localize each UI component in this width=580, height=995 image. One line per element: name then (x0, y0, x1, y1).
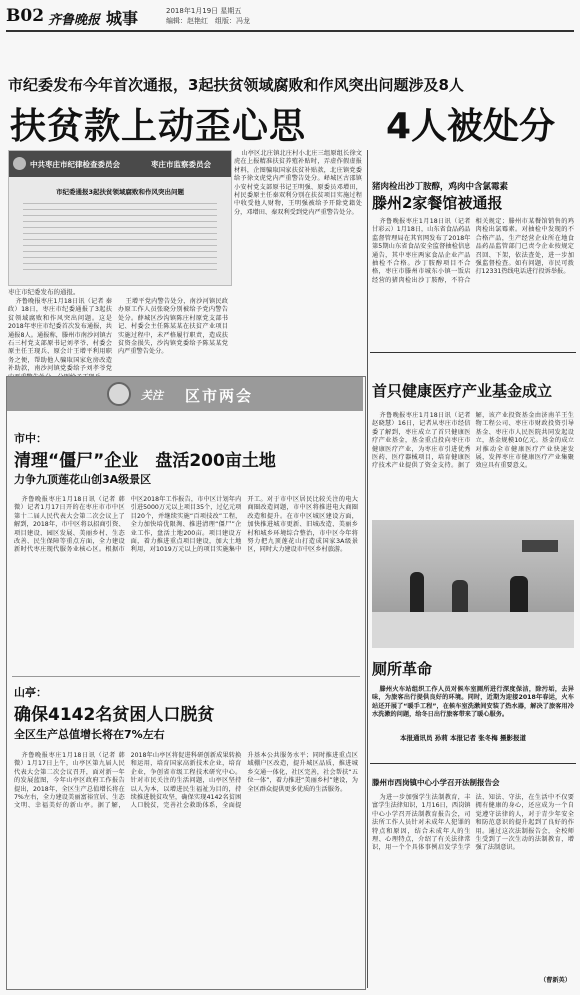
photo-counter (372, 612, 574, 648)
photo-doc-title: 市纪委通报3起扶贫领域腐败和作风突出问题 (55, 188, 185, 196)
right-top-kicker: 猪肉检出沙丁胺醇，鸡肉中含氯霉素 (372, 182, 509, 192)
photo-person-1 (410, 572, 424, 612)
lead-kicker: 市纪委发布今年首次通报，3起扶贫领域腐败和作风突出问题涉及8人 (8, 76, 464, 94)
lead-body-col3: 山亭区北庄镇北庄村小北庄三组原组长徐文虎在上报精准扶贫养殖补贴时，弄虚作假虚报材料，企图骗取国家扶贫补贴款，北庄镇党委给予徐文虎党内严重警告处分。峄城区古邵镇小安村党支部原书记王明强、原委员邓增田，村民委原主任秦双利分别在扶贫项目实施过程中收受他人财物，王明强被给予开除党籍处分，邓增田、秦双利受到党内严重警告处分。 (234, 150, 362, 216)
lead-photo-caption: 枣庄市纪委发布的通报。 (8, 288, 80, 296)
restroom-credit: 本报通讯员 孙莉 本报记者 张冬梅 摄影报道 (400, 734, 527, 742)
right-last-headline: 滕州市西岗镇中心小学召开法制报告会 (372, 778, 500, 787)
page-number: B02 (6, 6, 45, 26)
column-divider (367, 150, 368, 988)
shanting-body: 齐鲁晚报枣庄1月18日讯（记者 韩微）1月17日上午，山亭区第九届人民代表大会第二次会议召开，面对新一年的发展蓝图，今年山亭区政府工作报告提出，2018年，全区生产总值增长将在7%左右，全力建设美丽富裕宜居、生态文明、幸福美好的新山亭。据了解，2018年山亭区将促进科研创新成果转换和运用，培育国家高新技术企业，培育企业，争创省市级工程技术研究中心。针对市民关注的生活问题，山亭区坚持以人为本，以增进民生福祉为目的，持续推进脱贫攻坚，确保实现4142名贫困人口脱贫，完善社会救助体系，全面提升基本公共服务水平；同时推进重点区域棚户区改造，提升城区品质，推进城乡交通一体化，社区完善，社会帮扶“五位一体”，着力推进“美丽乡村”建设，为全区群众提供更多优质的生活服务。 (14, 752, 358, 810)
lead-photo (8, 150, 232, 286)
lead-body-col2: 王增平党内警告处分，南沙河镇民政办原工作人员张晓分别被给予党内警告处分。薛城区沙沟镇陈庄村原党支部书记、村委会主任陈某某在扶贫产业项目实施过程中，未严格履行职责，造成扶贫资金损失，沙沟镇党委给予陈某某党内严重警告处分。 (118, 298, 228, 356)
city-headline: 清理“僵尸”企业 盘活200亩土地 (14, 451, 276, 471)
right-mid-headline: 首只健康医疗产业基金成立 (372, 382, 553, 400)
restroom-photo (372, 520, 574, 648)
shanting-label: 山亭： (14, 686, 47, 699)
two-sessions-banner (7, 377, 363, 411)
rule-right-last (370, 763, 576, 764)
rule-two-sessions (12, 676, 360, 677)
photo-person-3 (510, 576, 528, 616)
banner-kicker: 关注 (141, 389, 163, 402)
lead-headline-right: 4人被处分 (386, 106, 556, 147)
photo-banner-right: 枣庄市监察委员会 (151, 160, 211, 169)
issue-date: 2018年1月19日 星期五 (166, 7, 242, 15)
lead-body-col1: 齐鲁晚报枣庄1月18日讯（记者 秦政）18日，枣庄市纪委通报了3起扶贫领域腐败和作风突出问题。这是2018年枣庄市纪委首次发布通报，共通报8人。通报称，滕州市南沙河镇古石三村党支部原书记刘孝爷、村委会原主任王现兵、原会计王增平利用职务之便，帮助他人骗取国家危房改造补助款，南沙河镇党委给予刘孝爷党 (8, 298, 112, 373)
emblem-icon (13, 157, 26, 170)
photo-person-2 (452, 580, 468, 614)
city-label: 市中： (14, 432, 47, 445)
masthead-rule (6, 30, 574, 32)
banner-title: 区市两会 (185, 387, 254, 405)
lead-headline-left: 扶贫款上动歪心思 (10, 106, 307, 147)
city-subheadline: 力争九顶莲花山创3A级景区 (14, 473, 152, 486)
right-mid-body: 齐鲁晚报枣庄1月18日讯（记者 赵晓慧）16日，记者从枣庄市经信委了解到，枣庄成立了首只健康医疗产业基金，基金重点投向枣庄市健康医疗产业，为枣庄市引进优秀医药、医疗器械项目，培育健康医疗技术产业提供了资金支持。据了解，该产业投资基金由济南羊王生物工程公司、枣庄市财政投资引导基金、枣庄市人民医院共同发起设立，基金规模10亿元。基金的成立对推动全市健康医疗产业快速发展，发挥枣庄市健康医疗产业集聚效应具有重要意义。 (372, 412, 574, 470)
section-name: 城事 (106, 9, 139, 28)
right-top-body: 齐鲁晚报枣庄1月18日讯（记者 甘彩云）1月18日，山东省食品药品监督管理局在其官网发布了2018年第5期山东省食品安全监督抽检信息通告，其中枣庄两家食品企业产品抽检不合格。沙丁胺醇项目不合格，枣庄市滕州市城东小镇一饭店经营的猪肉检出沙丁胺醇，不符合相关规定；滕州市某餐馆销售的鸡肉检出氯霉素。对抽检中发现的不合格产品，生产经营企业所在地食品药品监管部门已责令企业按规定召回、下架，依法查处，进一步加强监督检查。如有问题，市民可拨打12331热线电话进行投诉举报。 (372, 218, 574, 284)
restroom-headline: 厕所革命 (372, 660, 433, 678)
shanting-headline: 确保4142名贫困人口脱贫 (14, 705, 215, 725)
masthead (6, 4, 574, 28)
photo-wall-sign (522, 540, 558, 552)
shanting-subheadline: 全区生产总值增长将在7%左右 (14, 728, 165, 741)
editors: 编辑：赵艳红 组版：冯龙 (166, 17, 250, 25)
right-last-body: 为进一步加强学生法制教育，丰富学生法律知识，1月16日，西岗镇中心小学召开法制教育报告会，司法所工作人员针对未成年人犯罪的特点和原因，结合未成年人的生理、心理特点，介绍了有关法律常识，用一个个具体事例启发学生学法、知法、守法，在生活中不仅要拥有健康的身心，还应成为一个自觉遵守法律的人，对于青少年安全和防范意识的提升起到了良好的作用。通过这次法制报告会，全校师生受到了一次生动的法制教育，增强了法制意识。 (372, 794, 574, 852)
photo-banner-left: 中共枣庄市纪律检查委员会 (30, 160, 120, 169)
city-body: 齐鲁晚报枣庄1月18日讯（记者 韩微）记者1月17日开的在枣庄市市中区第十二届人民代表大会第二次会议上了解到，2018年，市中区将以招商引资、项目建设、园区发展、美丽乡村、生态改善、民生保障等重点方面，全力建设新时代枣庄现代服务业核心区。根据市中区2018年工作报告，市中区计划年内引进5000万元以上项目35个，过亿元项目20个，并继续实施“百项技改”工程，全力加快培优限淘、推进清理“僵尸”企业工作，盘活土地200亩。项目建设方面，着力推进重点项目建设，加大土地利用，对1019万元以上的项目实施集中开工。对于市中区居民比较关注的电大商圈改造问题，市中区将推进电大商圈改造和提升。在市中区城区建设方面，加快推进城市更新、旧城改造、美丽乡村和城乡环境综合整治，市中区今年将努力把九顶莲花山打造成国家3A级景区，同时大力建设市中区乡村旅游。 (14, 496, 358, 554)
photo-banner (9, 151, 231, 177)
restroom-caption: 滕州火车站组织工作人员对候车室厕所进行深度保洁，除污垢，去异味，为旅客出行提供良好的环境。同时，近期为迎接2018年春运，火车站还开展了“暖手工程”，在候车室洗漱间安装了热水器，解决了旅客用冷水洗漱的问题，给冬日出行旅客带来了暖心服务。 (372, 686, 574, 719)
banner-emblem-icon (107, 382, 131, 406)
paper-logo: 齐鲁晚报 (48, 13, 101, 28)
right-last-byline: （曹新英） (540, 977, 571, 984)
photo-doc-lines (23, 203, 217, 273)
right-top-headline: 滕州2家餐馆被通报 (372, 194, 503, 212)
rule-right-mid (370, 352, 576, 353)
